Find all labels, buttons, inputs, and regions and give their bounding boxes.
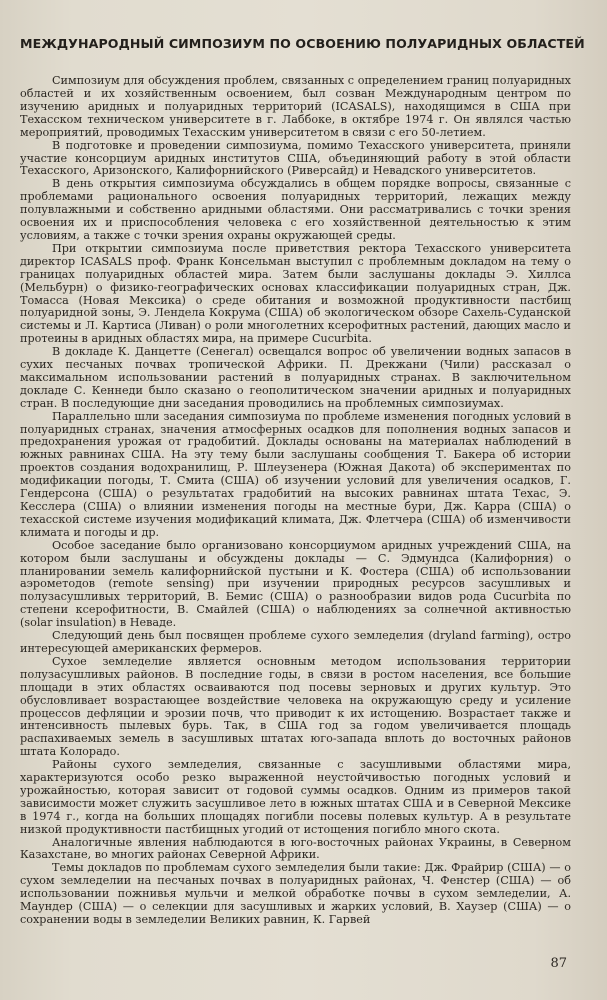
paragraph-5: В докладе К. Данцетте (Сенегал) освещался вопрос об увеличении водных запасов в сухих песчаных почвах тропической Африки. П. Дрекжани (Чили) рассказал о максимальном использовании растений в полуаридных странах. В заключительном докладе С. Кеннеди было сказано о геополитическом значении аридных и полуаридных стран. В последующие дни заседания проводились на проблемных симпозиумах. — [20, 345, 571, 410]
page-number: 87 — [550, 956, 567, 971]
paragraph-12: Темы докладов по проблемам сухого земледелия были такие: Дж. Фрайрир (США) — о сухом земледелии на песчаных почвах в полуаридных районах, Ч. Фенстер (США) — об использовании пожнивья мульчи и мелкой обработке почвы в сухом земледелии, А. Маундер (США) — о селекции для засушливых и жарких условий, В. Хаузер (США) — о сохранении воды в земледелии Великих равнин, К. Гарвей — [20, 861, 571, 927]
paragraph-7: Особое заседание было организовано консорциумом аридных учреждений США, на котором были заслушаны и обсуждены доклады — С. Эдмундса (Калифорния) о планировании земель калифорнийской пустыни и К. Фостера (США) об использовании аэрометодов (remote sensing) при изучении природных ресурсов засушливых и полузасушливых территорий, В. Бемис (США) о разнообразии видов рода Cucurbita по степени ксерофитности, В. Смайлей (США) о наблюдениях за солнечной активностью (solar insulation) в Неваде. — [20, 538, 571, 630]
paragraph-8: Следующий день был посвящен проблеме сухого земледелия (dryland farming), остро интересующей американских фермеров. — [20, 629, 571, 655]
paragraph-4: При открытии симпозиума после приветствия ректора Техасского университета директор ICASALS проф. Франк Консельман выступил с проблемным докладом на тему о границах полуаридных областей мира. Затем были заслушаны доклады Э. Хиллса (Мельбурн) о физико-географических основах классификации полуаридных стран, Дж. Томасса (Новая Мексика) о среде обитания и возможной продуктивности пастбищ полуаридной зоны, Э. Лендела Кокрума (США) об экологическом обзоре Сахель-Суданской системы и Л. Картиса (Ливан) о роли многолетних ксерофитных растений, дающих масло и протеины в аридных областях мира, на примере Cucurbita. — [20, 241, 571, 346]
paragraph-9: Сухое земледелие является основным методом использования территории полузасушливых районов. В последние годы, в связи в ростом населения, все большие площади в этих областях осваиваются под посевы зерновых и других культур. Это обусловливает возрастающее воздействие человека на окружающую среду и усиление процессов дефляции и эрозии почв, что приводит к их истощению. Возрастает также и интенсивность пылевых бурь. Так, в США год за годом увеличивается площадь распахиваемых земель в засушливых штатах юго-запада вплоть до восточных районов штата Колорадо. — [20, 654, 571, 759]
paragraph-10: Районы сухого земледелия, связанные с засушливыми областями мира, характеризуются особо резко выраженной неустойчивостью погодных условий и урожайностью, которая зависит от годовой суммы осадков. Одним из примеров такой зависимости может служить засушливое лето в южных штатах США и в Северной Мексике в 1974 г., когда на больших площадях погибли посевы полевых культур. А в результате низкой продуктивности пастбищных угодий от истощения погибло много скота. — [20, 758, 571, 836]
paragraph-11: Аналогичные явления наблюдаются в юго-восточных районах Украины, в Северном Казахстане, во многих районах Северной Африки. — [20, 835, 571, 862]
paragraph-6: Параллельно шли заседания симпозиума по проблеме изменения погодных условий в полуаридных странах, значения атмосферных осадков для пополнения водных запасов и предохранения урожая от градобитий. Доклады основаны на материалах наблюдений в южных равнинах США. На эту тему были заслушаны сообщения Т. Бакера об истории проектов создания водохранилищ, Р. Шлеузенера (Южная Дакота) об экспериментах по модификации погоды, Т. Смита (США) об изучении условий для увеличения осадков, Г. Гендерсона (США) о результатах градобитий на высоких равнинах штата Техас, Э. Кесслера (США) о влиянии изменения погоды на местные бури, Дж. Карра (США) о техасской системе изучения модификаций климата, Дж. Флетчера (США) об изменчивости климата и погоды и др. — [20, 409, 571, 539]
paragraph-2: В подготовке и проведении симпозиума, помимо Техасского университета, приняли участие консорциум аридных институтов США, объединяющий работу в этой области Техасского, Аризонского, Калифорнийского (Риверсайд) и Невадского университетов. — [20, 138, 571, 178]
paragraph-3: В день открытия симпозиума обсуждались в общем порядке вопросы, связанные с проблемами рационального освоения полуаридных территорий, лежащих между полувлажными и собственно аридными областями. Они рассматривались с точки зрения освоения их и приспособления человека с его хозяйственной деятельностью к этим условиям, а также с точки зрения охраны окружающей среды. — [20, 177, 571, 242]
article-body — [20, 75, 571, 927]
paragraph-1: Симпозиум для обсуждения проблем, связанных с определением границ полуаридных областей и их хозяйственным освоением, был созван Международным центром по изучению аридных и полуаридных территорий (ICASALS), находящимся в США при Техасском техническом университете в г. Лаббоке, в октябре 1974 г. Он являлся частью мероприятий, проводимых Техасским университетом в связи с его 50-летием. — [20, 74, 571, 139]
article-title: МЕЖДУНАРОДНЫЙ СИМПОЗИУМ ПО ОСВОЕНИЮ ПОЛУАРИДНЫХ ОБЛАСТЕЙ — [20, 36, 585, 51]
